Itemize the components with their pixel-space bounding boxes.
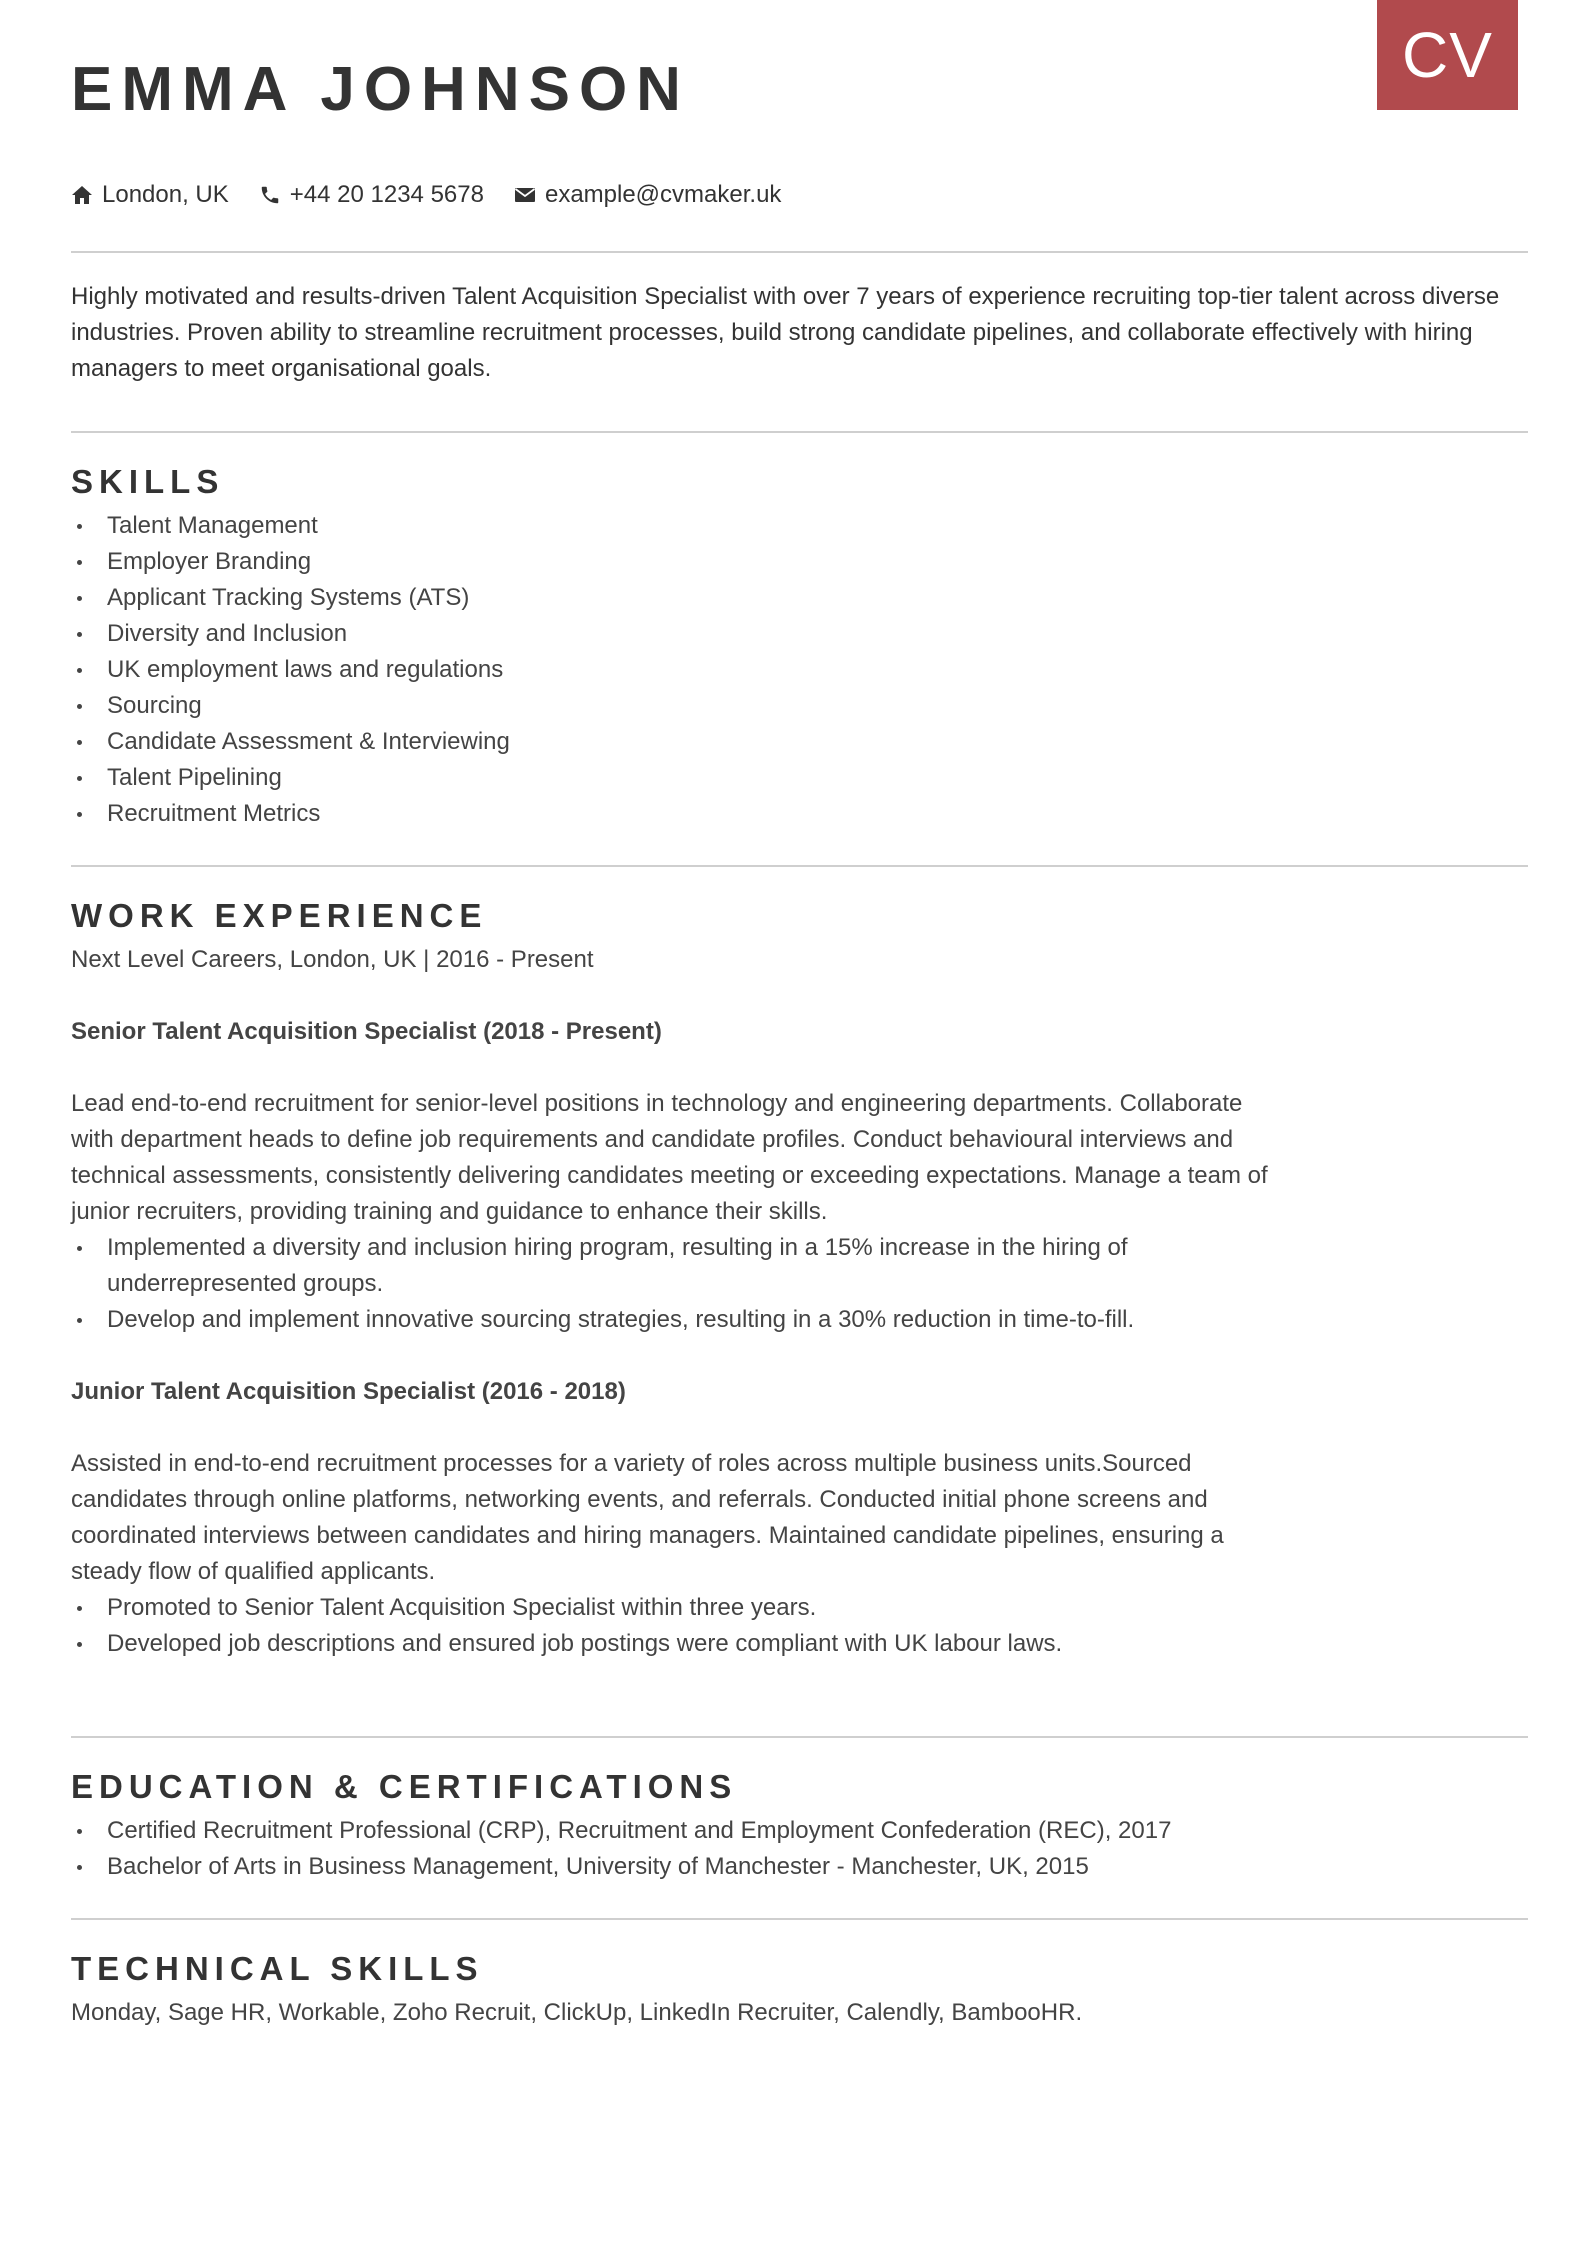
home-icon	[71, 185, 93, 205]
contact-bar	[71, 180, 1528, 210]
technical-skills-heading: TECHNICAL SKILLS	[71, 1950, 484, 1987]
work-experience-section	[71, 896, 1271, 1662]
company-line: Next Level Careers, London, UK | 2016 - Present	[71, 946, 594, 973]
role-title: Junior Talent Acquisition Specialist (2016 - 2018)	[71, 1378, 626, 1405]
skill-item: Employer Branding	[71, 544, 1528, 580]
contact-email	[514, 181, 781, 209]
skill-item: Talent Management	[71, 508, 1528, 544]
achievement-item: Promoted to Senior Talent Acquisition Specialist within three years.	[71, 1590, 1271, 1626]
profile-summary: Highly motivated and results-driven Talent Acquisition Specialist with over 7 years of experience recruiting top-tier talent across diverse industries. Proven ability to streamline recruitment processes, build strong candidate pipelines, and collaborate effectively with hiring managers to meet organisational goals.	[71, 283, 1500, 382]
cv-logo-badge: CV	[1377, 0, 1518, 110]
education-item: Bachelor of Arts in Business Management, University of Manchester - Manchester, UK, 2015	[71, 1849, 1528, 1885]
technical-skills-text: Monday, Sage HR, Workable, Zoho Recruit, ClickUp, LinkedIn Recruiter, Calendly, BambooHR.	[71, 1999, 1083, 2026]
role-description: Lead end-to-end recruitment for senior-level positions in technology and engineering departments. Collaborate with department heads to define job requirements and candidate profiles. Conduct behavioural interviews and technical assessments, consistently delivering candidates meeting or exceeding expectations. Manage a team of junior recruiters, providing training and guidance to enhance their skills.	[71, 1090, 1268, 1225]
candidate-name: EMMA JOHNSON	[71, 55, 690, 124]
role-title: Senior Talent Acquisition Specialist (2018 - Present)	[71, 1018, 662, 1045]
email-link[interactable]: example@cvmaker.uk	[544, 181, 782, 208]
achievement-item: Develop and implement innovative sourcing strategies, resulting in a 30% reduction in time-to-fill.	[71, 1302, 1271, 1338]
phone-text: +44 20 1234 5678	[289, 181, 484, 208]
skills-list	[71, 508, 1528, 832]
divider	[71, 1918, 1528, 1920]
skill-item: Applicant Tracking Systems (ATS)	[71, 580, 1528, 616]
achievement-item: Implemented a diversity and inclusion hiring program, resulting in a 15% increase in the hiring of underrepresented groups.	[71, 1230, 1271, 1302]
education-list	[71, 1813, 1528, 1885]
phone-icon	[259, 184, 281, 206]
divider	[71, 1736, 1528, 1738]
location-text: London, UK	[102, 181, 229, 208]
skills-section	[71, 462, 1528, 832]
divider	[71, 431, 1528, 433]
education-heading: EDUCATION & CERTIFICATIONS	[71, 1768, 738, 1805]
skills-heading: SKILLS	[71, 463, 225, 500]
education-section	[71, 1767, 1528, 1885]
skill-item: UK employment laws and regulations	[71, 652, 1528, 688]
skill-item: Candidate Assessment & Interviewing	[71, 724, 1528, 760]
skill-item: Sourcing	[71, 688, 1528, 724]
work-experience-heading: WORK EXPERIENCE	[71, 897, 488, 934]
education-item: Certified Recruitment Professional (CRP), Recruitment and Employment Confederation (REC), 2017	[71, 1813, 1528, 1849]
achievement-item: Developed job descriptions and ensured job postings were compliant with UK labour laws.	[71, 1626, 1271, 1662]
skill-item: Talent Pipelining	[71, 760, 1528, 796]
contact-phone	[259, 181, 484, 209]
divider	[71, 865, 1528, 867]
skill-item: Diversity and Inclusion	[71, 616, 1528, 652]
skill-item: Recruitment Metrics	[71, 796, 1528, 832]
role-description: Assisted in end-to-end recruitment processes for a variety of roles across multiple business units.Sourced candidates through online platforms, networking events, and referrals. Conducted initial phone screens and coordinated interviews between candidates and hiring managers. Maintained candidate pipelines, ensuring a steady flow of qualified applicants.	[71, 1450, 1224, 1585]
technical-skills-section	[71, 1949, 1528, 2031]
role-achievements	[71, 1230, 1271, 1338]
contact-location	[71, 181, 229, 209]
cv-content	[71, 0, 1528, 2031]
envelope-icon	[514, 187, 536, 203]
divider	[71, 251, 1528, 253]
role-achievements	[71, 1590, 1271, 1662]
